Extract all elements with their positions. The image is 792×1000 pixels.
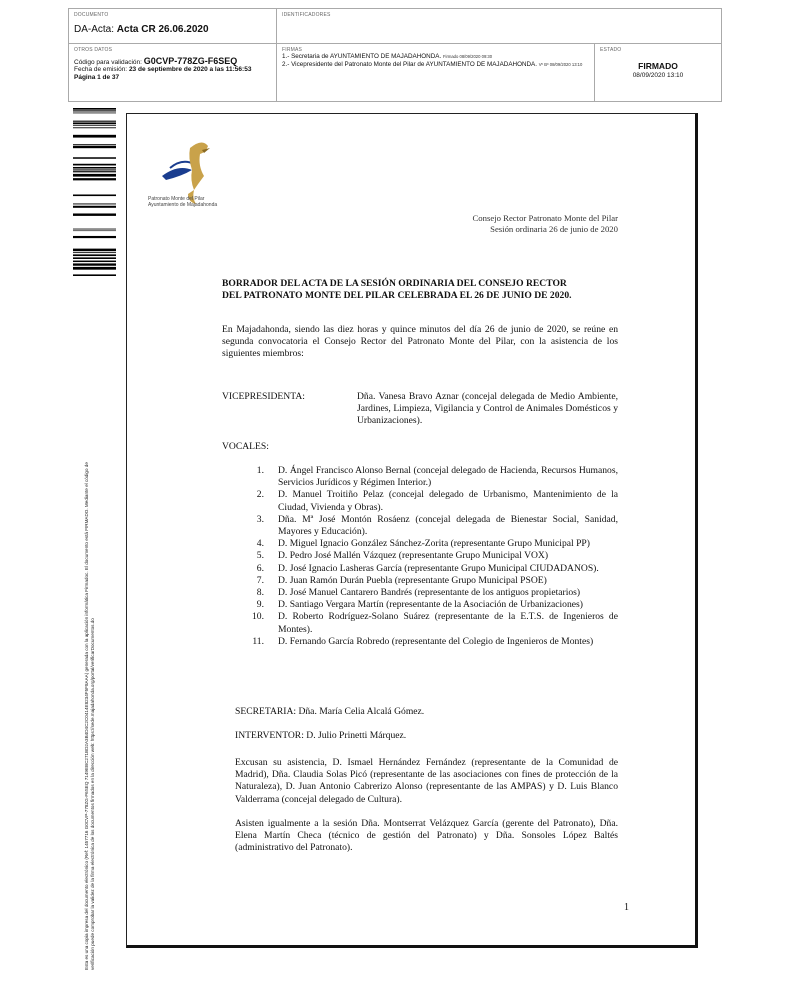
- verification-line-2: verificación puede comprobar la validez de la firma electrónica de los documentos firmados en la dirección web: https://sede.majadahonda.org/portal/verificarDocumentos.do: [90, 618, 95, 970]
- interventor-line: INTERVENTOR: D. Julio Prinetti Márquez.: [235, 730, 407, 741]
- list-item: [244, 465, 618, 489]
- list-item: [244, 599, 618, 611]
- list-item-text: D. Manuel Troitiño Pelaz (concejal delegado de Urbanismo, Mantenimiento de la Ciudad, Vivienda y Obras).: [278, 489, 618, 513]
- list-item-text: D. José Manuel Cantarero Bandrés (representante de los antiguos propietarios): [278, 587, 581, 599]
- validation-code: [74, 56, 271, 66]
- issue-date-label: Fecha de emisión:: [74, 66, 128, 73]
- title-line-1: BORRADOR DEL ACTA DE LA SESIÓN ORDINARIA DEL CONSEJO RECTOR: [222, 278, 567, 289]
- list-item-text: D. Miguel Ignacio González Sánchez-Zorita (representante Grupo Municipal PP): [278, 538, 590, 550]
- list-item-text: D. Fernando García Robredo (representante del Colegio de Ingenieros de Montes): [278, 635, 594, 647]
- list-item: [244, 550, 618, 562]
- signature-2: [282, 61, 589, 69]
- firmas-cell: [277, 44, 595, 101]
- secretaria-line: SECRETARIA: Dña. María Celia Alcalá Gómez.: [235, 706, 425, 717]
- list-item-number: 10.: [252, 611, 264, 623]
- list-item-number: 8.: [256, 587, 264, 599]
- list-item-number: 9.: [256, 599, 264, 611]
- document-value: [74, 24, 271, 35]
- otros-datos-label: OTROS DATOS: [74, 47, 113, 53]
- list-item-number: 2.: [256, 489, 264, 501]
- list-item-number: 7.: [256, 574, 264, 586]
- list-item: [244, 636, 618, 648]
- document-prefix: DA-Acta:: [74, 24, 115, 35]
- document-cell: [69, 9, 277, 44]
- signature-2-text: 2.- Vicepresidente del Patronato Monte del Pilar de AYUNTAMIENTO DE MAJADAHONDA.: [282, 60, 538, 68]
- excusan-paragraph: Excusan su asistencia, D. Ismael Hernández Fernández (representante de la Comunidad de Madrid), Dña. Claudia Solas Picó (representante de las asociaciones con fines de protección de la Naturaleza), D. Juan Antonio Cabrerizo Alonso (representante de las AMPAS) y D. Luis Blanco Valderrama (concejal delegado de Cultura).: [235, 757, 618, 805]
- issue-date-value: 23 de septiembre de 2020 a las 11:56:53: [128, 66, 252, 73]
- otros-datos-cell: [69, 44, 277, 101]
- list-item: [244, 587, 618, 599]
- estado-cell: [595, 44, 721, 101]
- estado-label: ESTADO: [600, 47, 622, 53]
- validation-code-label: Código para validación:: [74, 59, 142, 66]
- list-item-number: 11.: [252, 635, 264, 647]
- status-date: 08/09/2020 13:10: [632, 72, 684, 79]
- list-item-number: 4.: [256, 538, 264, 550]
- list-item: [244, 538, 618, 550]
- status-badge: FIRMADO: [638, 61, 678, 71]
- verification-side-text: [84, 290, 95, 970]
- firmas-label: FIRMAS: [282, 47, 303, 53]
- verification-line-1: Esta es una copia impresa del documento electrónico (Ref: 1457716 G0CVP-778ZG-F6SEQ 7149EBC271BD2A3B4D4C2C0414E8234F5F8AAA) generada con la aplicación informática Firmadoc. El documento está FIRMADO. Mediante el código de: [84, 462, 89, 970]
- list-item: [244, 514, 618, 538]
- page-number: 1: [624, 902, 629, 913]
- list-item-text: Dña. Mª José Montón Rosáenz (concejal delegada de Bienestar Social, Sanidad, Mayores y Educación).: [278, 513, 618, 538]
- list-item-text: D. Juan Ramón Durán Puebla (representante Grupo Municipal PSOE): [278, 574, 547, 586]
- running-header-line-2: Sesión ordinaria 26 de junio de 2020: [490, 224, 618, 234]
- document-name: Acta CR 26.06.2020: [116, 24, 209, 35]
- logo-caption: [148, 196, 238, 208]
- list-item-number: 3.: [256, 513, 264, 525]
- list-item-text: D. Pedro José Mallén Vázquez (representante Grupo Municipal VOX): [278, 550, 549, 562]
- document-header: [68, 8, 722, 102]
- running-header-line-1: Consejo Rector Patronato Monte del Pilar: [472, 213, 618, 223]
- list-item: [244, 489, 618, 513]
- logo-caption-line-1: Patronato Monte del Pilar: [148, 196, 205, 202]
- document-label: DOCUMENTO: [74, 12, 109, 18]
- signature-1: [282, 53, 589, 61]
- list-item: [244, 611, 618, 635]
- list-item: [244, 563, 618, 575]
- barcode: [73, 108, 116, 276]
- signature-1-text: 1.- Secretaria de AYUNTAMIENTO DE MAJADAHONDA.: [282, 53, 442, 60]
- identificadores-cell: [277, 9, 721, 44]
- list-item-text: D. Santiago Vergara Martín (representante de la Asociación de Urbanizaciones): [278, 599, 583, 611]
- list-item-number: 1.: [256, 465, 264, 476]
- vicepresidenta-label: VICEPRESIDENTA:: [222, 391, 305, 402]
- vocales-label: VOCALES:: [222, 441, 269, 452]
- signature-2-date: Vº Bº 08/09/2020 13:10: [538, 61, 583, 67]
- validation-code-value[interactable]: G0CVP-778ZG-F6SEQ: [143, 56, 238, 66]
- list-item-number: 6.: [256, 562, 264, 574]
- page-count: Página 1 de 37: [74, 74, 120, 81]
- list-item-text: D. José Ignacio Lasheras García (representante Grupo Municipal CIUDADANOS).: [278, 562, 599, 574]
- asisten-paragraph: Asisten igualmente a la sesión Dña. Montserrat Velázquez García (gerente del Patronato), Dña. Elena Martín Checa (técnico de gestión del Patronato) y Dña. Sonsoles López Baltés (administrativo del Patronato).: [235, 818, 618, 854]
- list-item-number: 5.: [256, 550, 264, 562]
- intro-paragraph: En Majadahonda, siendo las diez horas y quince minutos del día 26 de junio de 2020, se reúne en segunda convocatoria el Consejo Rector del Patronato Monte del Pilar, con la asistencia de los siguientes miembros:: [222, 324, 618, 360]
- running-header: [473, 213, 619, 235]
- list-item-text: D. Ángel Francisco Alonso Bernal (concejal delegado de Hacienda, Recursos Humanos, Servicios Jurídicos y Régimen Interior.): [278, 465, 618, 489]
- list-item-text: D. Roberto Rodríguez-Solano Suárez (representante de la E.T.S. de Ingenieros de Montes).: [278, 611, 618, 635]
- logo-caption-line-2: Ayuntamiento de Majadahonda: [148, 202, 218, 208]
- title-line-2: DEL PATRONATO MONTE DEL PILAR CELEBRADA EL 26 DE JUNIO DE 2020.: [222, 290, 572, 301]
- vicepresidenta-text: Dña. Vanesa Bravo Aznar (concejal delegada de Medio Ambiente, Jardines, Limpieza, Vigilancia y Control de Animales Domésticos y Urbanizaciones).: [357, 391, 618, 427]
- issue-date: [74, 66, 271, 74]
- page-title: [222, 278, 618, 302]
- list-item: [244, 575, 618, 587]
- signature-1-date: Firmado 08/09/2020 09:30: [442, 54, 493, 59]
- vocales-list: [244, 465, 618, 648]
- identificadores-label: IDENTIFICADORES: [282, 12, 331, 18]
